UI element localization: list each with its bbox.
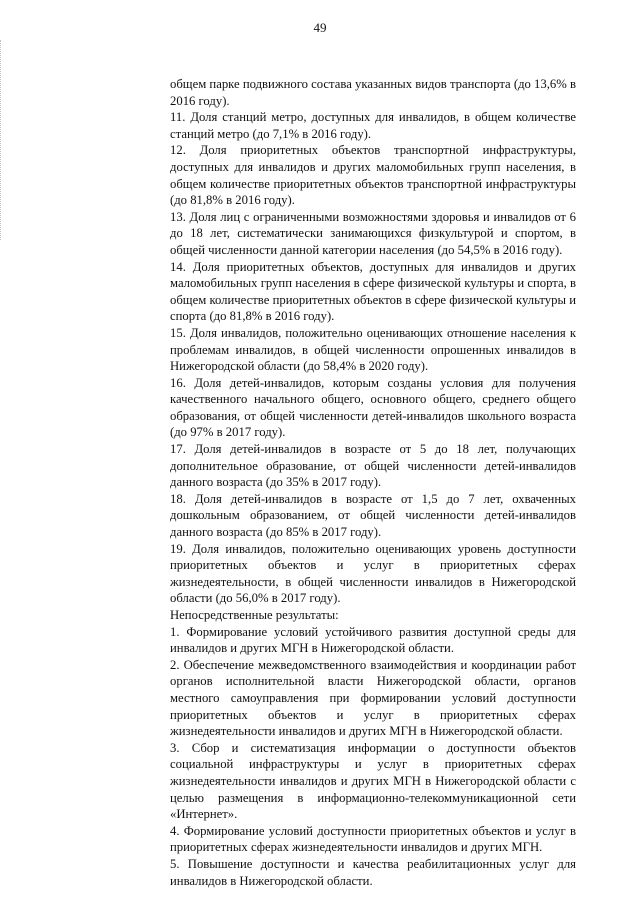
results-heading: Непосредственные результаты: [170, 608, 339, 622]
result-2: 2. Обеспечение межведомственного взаимодействия и координации работ органов исполнительной власти Нижегородской области, органов местного самоуправления при формировании условий доступности приоритетных объектов и услуг в приоритетных сферах жизнедеятельности инвалидов и других МГН в Нижегородской области. [170, 657, 576, 739]
indicator-19: 19. Доля инвалидов, положительно оценивающих уровень доступности приоритетных объектов и услуг в приоритетных сферах жизнедеятельности, в общей численности инвалидов в Нижегородской области (до 56,0% в 2017 году). [170, 541, 576, 606]
indicator-15: 15. Доля инвалидов, положительно оценивающих отношение населения к проблемам инвалидов, в общей численности опрошенных инвалидов в Нижегородской области (до 58,4% в 2020 году). [170, 325, 576, 374]
result-5: 5. Повышение доступности и качества реабилитационных услуг для инвалидов в Нижегородской области. [170, 856, 576, 888]
indicator-16: 16. Доля детей-инвалидов, которым созданы условия для получения качественного начального общего, основного общего, среднего общего образования, от общей численности детей-инвалидов школьного возраста (до 97% в 2017 году). [170, 375, 576, 440]
indicator-13: 13. Доля лиц с ограниченными возможностями здоровья и инвалидов от 6 до 18 лет, систематически занимающихся физкультурой и спортом, в общей численности данной категории населения (до 54,5% в 2016 году). [170, 209, 576, 257]
indicator-11: 11. Доля станций метро, доступных для инвалидов, в общем количестве станций метро (до 7,1% в 2016 году). [170, 110, 576, 141]
scan-edge-mark [0, 40, 3, 240]
indicator-14: 14. Доля приоритетных объектов, доступных для инвалидов и других маломобильных групп населения в сфере физической культуры и спорта, в общем количестве приоритетных объектов в сфере физической культуры и спорта (до 81,8% в 2016 году). [170, 259, 576, 324]
result-1: 1. Формирование условий устойчивого развития доступной среды для инвалидов и других МГН в Нижегородской области. [170, 624, 576, 656]
indicator-18: 18. Доля детей-инвалидов в возрасте от 1,5 до 7 лет, охваченных дошкольным образованием, от общей численности детей-инвалидов данного возраста (до 85% в 2017 году). [170, 491, 576, 540]
indicator-17: 17. Доля детей-инвалидов в возрасте от 5 до 18 лет, получающих дополнительное образование, от общей численности детей-инвалидов данного возраста (до 35% в 2017 году). [170, 442, 576, 490]
paragraph-continuation: общем парке подвижного состава указанных видов транспорта (до 13,6% в 2016 году). [170, 77, 576, 108]
indicator-12: 12. Доля приоритетных объектов транспортной инфраструктуры, доступных для инвалидов и других маломобильных групп населения, в общем количестве приоритетных объектов транспортной инфраструктуры (до 81,8% в 2016 году). [170, 143, 576, 208]
result-4: 4. Формирование условий доступности приоритетных объектов и услуг в приоритетных сферах жизнедеятельности инвалидов и других МГН. [170, 823, 576, 855]
page-number: 49 [313, 20, 327, 35]
result-3: 3. Сбор и систематизация информации о доступности объектов социальной инфраструктуры и услуг в приоритетных сферах жизнедеятельности инвалидов и других МГН в Нижегородской области с целью размещения в информационно-телекоммуникационной сети «Интернет». [170, 740, 576, 822]
document-body [170, 76, 576, 889]
